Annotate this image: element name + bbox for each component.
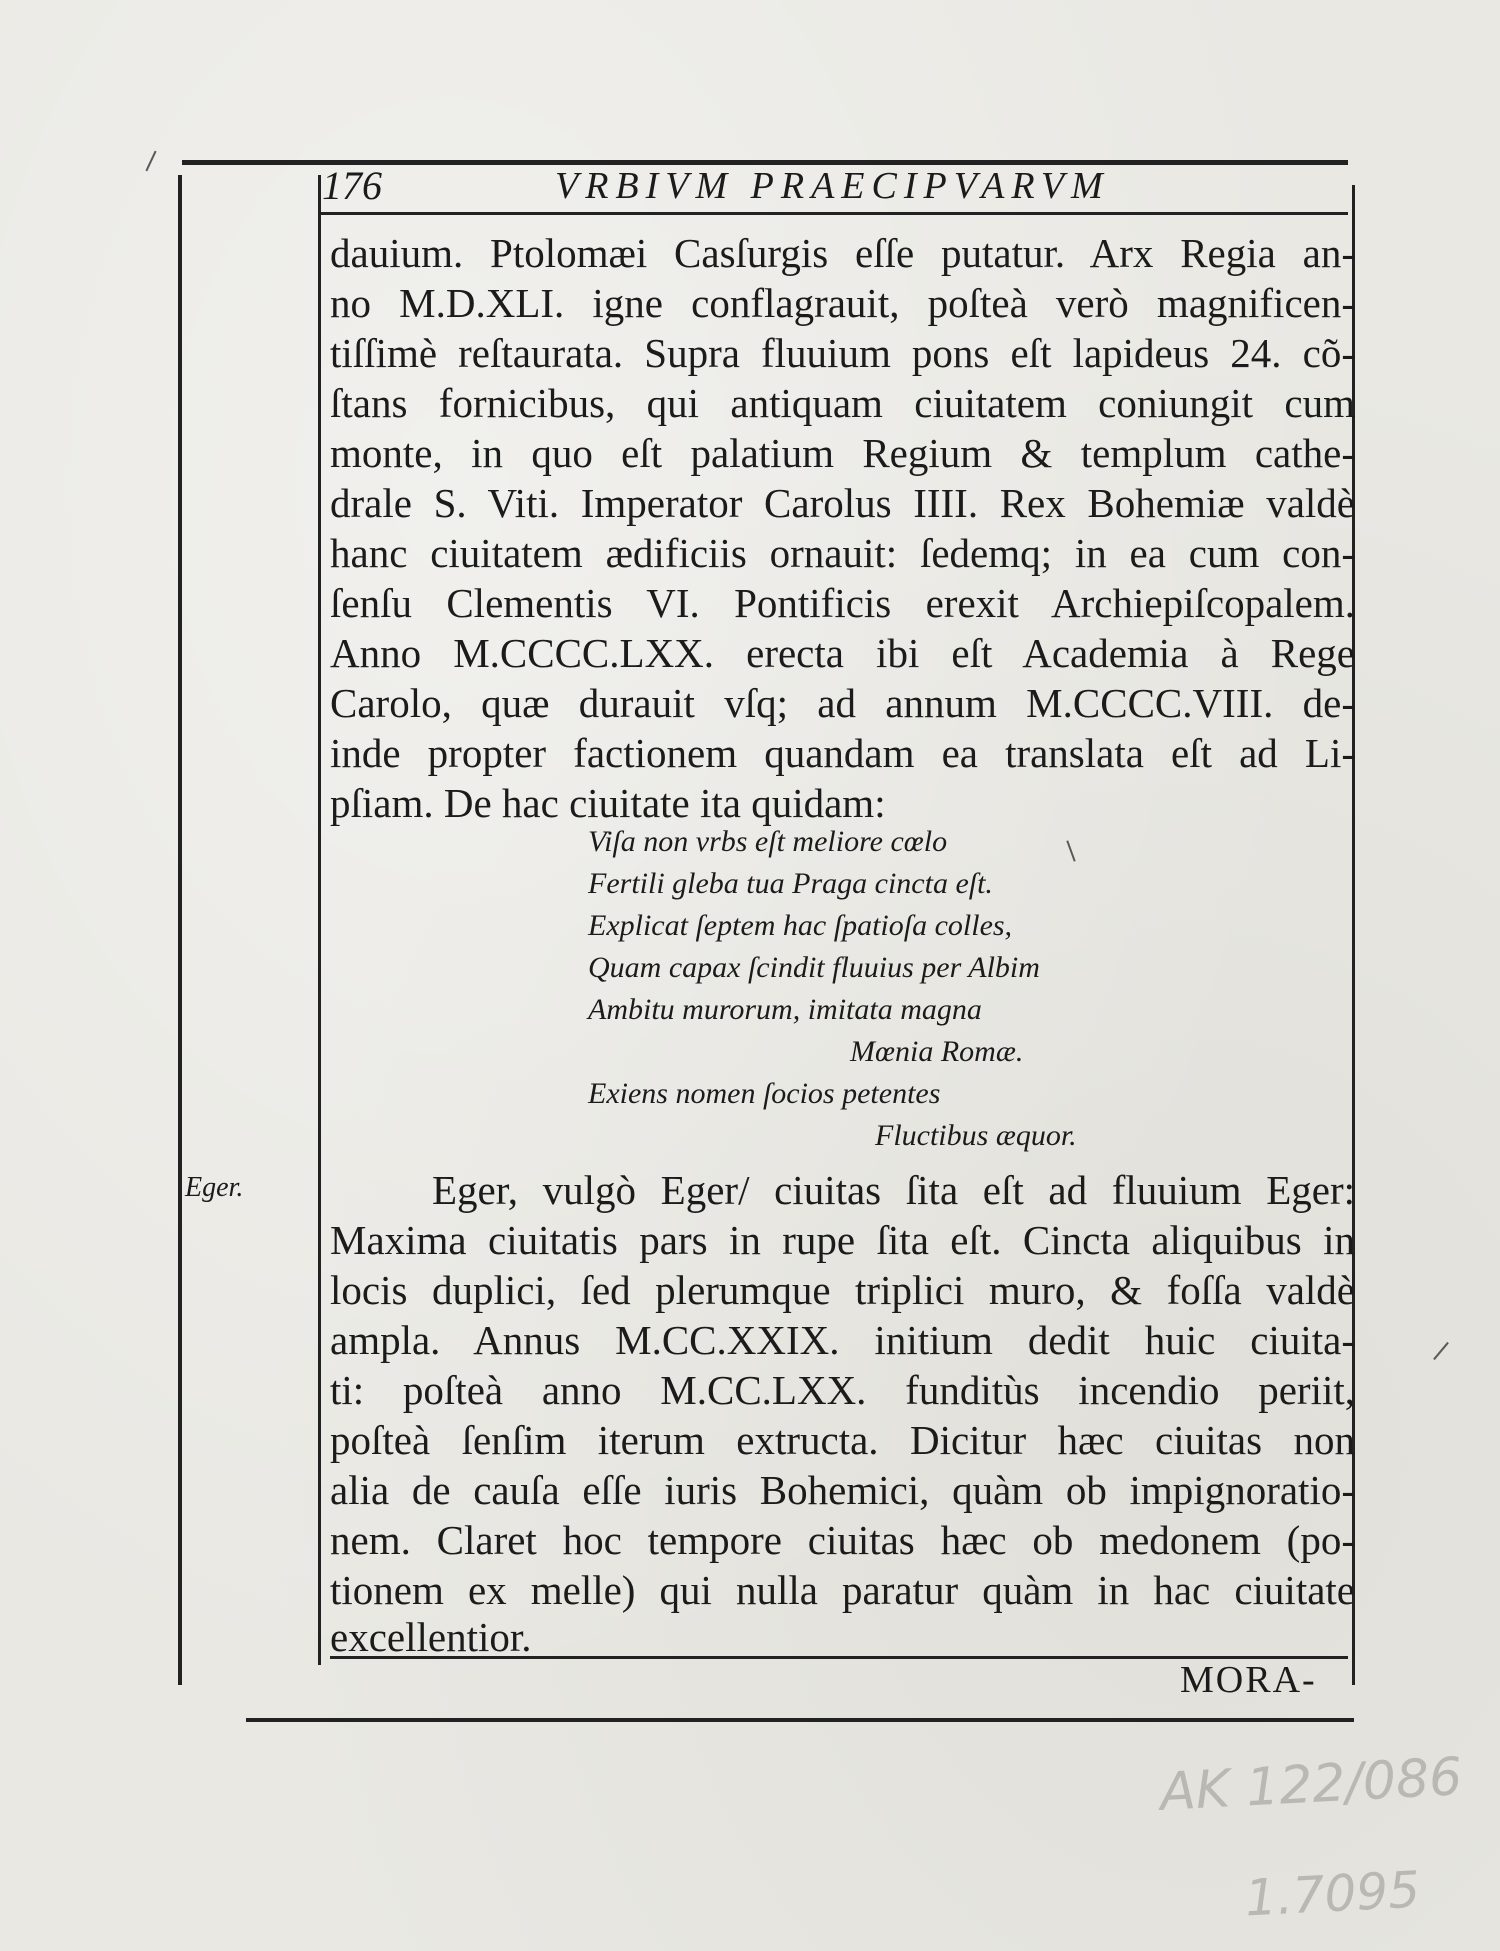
bottom-rule — [246, 1718, 1354, 1722]
text-line: Maxima ciuitatis pars in rupe ſita eſt. Cincta aliquibus in — [330, 1217, 1355, 1263]
text-line: Carolo, quæ durauit vſq; ad annum M.CCCC.VIII. de- — [330, 680, 1355, 726]
verse-line: Exiens nomen ſocios petentes — [588, 1077, 941, 1110]
text-line: drale S. Viti. Imperator Carolus IIII. Rex Bohemiæ valdè — [330, 480, 1355, 526]
text-line: no M.D.XLI. igne conflagrauit, poſteà verò magnificen- — [330, 280, 1355, 326]
marginal-note: Eger. — [185, 1172, 244, 1203]
verse-line: Ambitu murorum, imitata magna — [588, 993, 982, 1026]
text-line: poſteà ſenſim iterum extructa. Dicitur hæc ciuitas non — [330, 1417, 1355, 1463]
text-line: nem. Claret hoc tempore ciuitas hæc ob medonem (po- — [330, 1517, 1355, 1563]
text-line: hanc ciuitatem ædificiis ornauit: ſedemq; in ea cum con- — [330, 530, 1355, 576]
text-line: monte, in quo eſt palatium Regium & templum cathe- — [330, 430, 1355, 476]
text-line: locis duplici, ſed plerumque triplici muro, & foſſa valdè — [330, 1267, 1355, 1313]
verse-line: Fertili gleba tua Praga cincta eſt. — [588, 867, 993, 900]
text-line: tionem ex melle) qui nulla paratur quàm in hac ciuitate — [330, 1567, 1355, 1613]
text-line: ti: poſteà anno M.CC.LXX. funditùs incendio periit, — [330, 1367, 1355, 1413]
header-rule — [320, 212, 1348, 215]
text-line: inde propter factionem quandam ea translata eſt ad Li- — [330, 730, 1355, 776]
catchword: MORA- — [1180, 1659, 1317, 1701]
text-line: alia de cauſa eſſe iuris Bohemici, quàm ob impignoratio- — [330, 1467, 1355, 1513]
verse-line: Explicat ſeptem hac ſpatioſa colles, — [588, 909, 1013, 942]
text-line: ſtans fornicibus, qui antiquam ciuitatem coniungit cum — [330, 380, 1355, 426]
text-line: Anno M.CCCC.LXX. erecta ibi eſt Academia à Rege — [330, 630, 1355, 676]
verse-line: Viſa non vrbs eſt meliore cœlo — [588, 825, 948, 858]
inventory-mark: AK 122/086 — [1158, 1747, 1464, 1823]
running-head: VRBIVM PRAECIPVARVM — [555, 165, 1110, 207]
verse-line: Quam capax ſcindit fluuius per Albim — [588, 951, 1040, 984]
text-line: ſenſu Clementis VI. Pontificis erexit Archiepiſcopalem. — [330, 580, 1355, 626]
text-line: Eger, vulgò Eger/ ciuitas ſita eſt ad fluuium Eger: — [432, 1167, 1355, 1213]
verse-line: Fluctibus æquor. — [875, 1119, 1077, 1152]
text-line: ampla. Annus M.CC.XXIX. initium dedit huic ciuita- — [330, 1317, 1355, 1363]
left-outer-rule — [178, 175, 182, 1685]
left-inner-rule — [318, 175, 321, 1665]
text-line: excellentior. — [330, 1614, 532, 1660]
text-line: dauium. Ptolomæi Casſurgis eſſe putatur. Arx Regia an- — [330, 230, 1355, 276]
page-number: 176 — [322, 163, 382, 208]
text-line: pſiam. De hac ciuitate ita quidam: — [330, 780, 886, 826]
inventory-mark: 1.7095 — [1243, 1860, 1422, 1928]
text-line: tiſſimè reſtaurata. Supra fluuium pons eſt lapideus 24. cõ- — [330, 330, 1355, 376]
verse-line: Mœnia Romæ. — [850, 1035, 1024, 1068]
